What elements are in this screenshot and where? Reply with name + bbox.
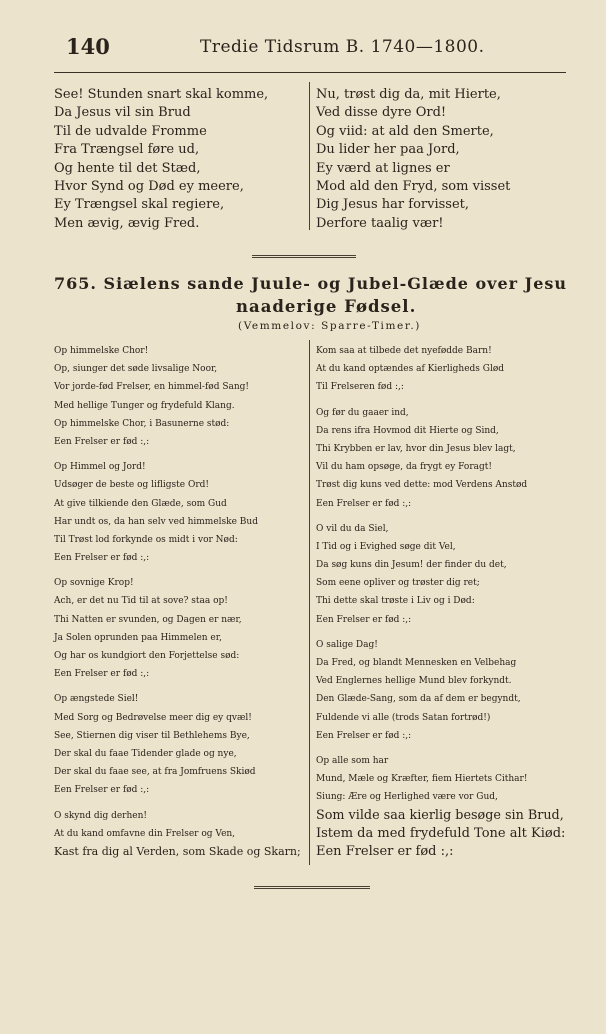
- verse-line: O skynd dig derhen!: [54, 810, 148, 821]
- verse-line: Ved Englernes hellige Mund blev forkyndt.: [316, 676, 512, 687]
- verse-line: Udsøger de beste og lifligste Ord!: [54, 480, 210, 491]
- verse-line: Op, siunger det søde livsalige Noor,: [54, 364, 218, 375]
- verse-line: Som vilde saa kierlig besøge sin Brud,: [316, 807, 564, 823]
- page-number: 140: [66, 34, 110, 59]
- verse-line: Den Glæde-Sang, som da af dem er begyndt,: [316, 694, 521, 705]
- verse-line: Og har os kundgiort den Forjettelse sød:: [54, 651, 240, 661]
- stanza: [316, 404, 565, 513]
- verse-line: Til Trøst lod forkynde os midt i vor Nød:: [54, 534, 238, 545]
- verse-line: Men ævig, ævig Fred.: [54, 215, 200, 231]
- verse-line: Fra Trængsel føre ud,: [54, 142, 200, 158]
- verse-line: Thi Krybben er lav, hvor din Jesus blev lagt,: [316, 443, 516, 454]
- verse-line: Dig Jesus har forvisset,: [316, 197, 470, 213]
- verse-line: Een Frelser er fød :,:: [54, 785, 150, 796]
- top-left-verse: [54, 86, 268, 233]
- running-title: Tredie Tidsrum B. 1740—1800.: [200, 37, 485, 57]
- verse-line: Kast fra dig al Verden, som Skade og Skarn;: [54, 844, 301, 858]
- hymn-title-line2: naaderige Fødsel.: [236, 297, 417, 316]
- verse-line: Der skal du faae see, at fra Jomfruens Skiød: [54, 767, 256, 778]
- verse-line: Een Frelser er fød :,:: [316, 730, 412, 741]
- column-divider-top: [309, 82, 310, 230]
- verse-line: Op himmelske Chor, i Basunerne stød:: [54, 418, 230, 429]
- hymn-melody: (Vemmelov: Sparre-Timer.): [238, 320, 421, 332]
- verse-line: At du kand omfavne din Frelser og Ven,: [54, 828, 236, 839]
- verse-line: Derfore taalig vær!: [316, 215, 444, 231]
- top-right-verse: [316, 86, 510, 233]
- verse-line: Op Himmel og Jord!: [54, 462, 146, 473]
- verse-line: Thi dette skal trøste i Liv og i Død:: [316, 596, 475, 607]
- verse-line: Mund, Mæle og Kræfter, fiem Hiertets Cithar!: [316, 774, 528, 785]
- verse-line: Een Frelser er fød :,:: [316, 614, 412, 625]
- verse-line: Og viid: at ald den Smerte,: [316, 123, 494, 139]
- verse-line: Op ængstede Siel!: [54, 694, 139, 705]
- verse-line: Thi Natten er svunden, og Dagen er nær,: [54, 614, 242, 625]
- verse-line: Istem da med frydefuld Tone alt Kiød:: [316, 825, 566, 841]
- stanza: [316, 342, 565, 397]
- hymn-number: 765.: [54, 274, 97, 293]
- verse-line: Trøst dig kuns ved dette: mod Verdens Anstød: [316, 480, 528, 491]
- verse-line: Fuldende vi alle (trods Satan fortrød!): [316, 712, 491, 723]
- verse-line: Een Frelser er fød :,:: [54, 553, 150, 564]
- verse-line: Og før du gaaer ind,: [316, 407, 409, 418]
- verse-line: Du lider her paa Jord,: [316, 142, 460, 158]
- verse-line: Een Frelser er fød :,:: [316, 843, 454, 859]
- verse-line: Hvor Synd og Død ey meere,: [54, 178, 244, 194]
- header-rule: [54, 72, 566, 73]
- verse-line: At du kand optændes af Kierligheds Glød: [316, 364, 505, 375]
- verse-line: Siung: Ære og Herlighed være vor Gud,: [316, 792, 498, 803]
- stanza: [54, 807, 301, 862]
- verse-line: Og hente til det Stæd,: [54, 160, 201, 176]
- stanza: [54, 458, 301, 567]
- hymn-right-column: [316, 342, 565, 868]
- hymn-title-line1: Siælens sande Juule- og Jubel-Glæde over Jesu: [103, 274, 568, 293]
- verse-line: Da rens ifra Hovmod dit Hierte og Sind,: [316, 425, 499, 436]
- stanza: [54, 342, 301, 451]
- verse-line: Der skal du faae Tidender glade og nye,: [54, 748, 237, 759]
- verse-line: Vor jorde-fød Frelser, en himmel-fød Sang!: [54, 382, 250, 393]
- verse-line: Nu, trøst dig da, mit Hierte,: [316, 87, 501, 102]
- verse-line: Mod ald den Fryd, som visset: [316, 178, 511, 194]
- stanza: [54, 574, 301, 683]
- verse-line: I Tid og i Evighed søge dit Vel,: [316, 541, 456, 552]
- stanza: [316, 752, 565, 861]
- verse-line: Da Jesus vil sin Brud: [54, 105, 191, 121]
- end-rule: [254, 886, 370, 889]
- hymn-heading: [54, 274, 567, 293]
- verse-line: Een Frelser er fød :,:: [54, 436, 150, 447]
- verse-line: See! Stunden snart skal komme,: [54, 87, 269, 102]
- verse-line: O salige Dag!: [316, 639, 378, 650]
- verse-line: Til de udvalde Fromme: [54, 123, 207, 139]
- verse-line: Ach, er det nu Tid til at sove? staa op!: [54, 596, 228, 607]
- verse-line: Op himmelske Chor!: [54, 346, 149, 356]
- verse-line: Ved disse dyre Ord!: [316, 105, 447, 121]
- verse-line: Een Frelser er fød :,:: [54, 669, 150, 680]
- section-rule: [252, 255, 356, 258]
- verse-line: See, Stiernen dig viser til Bethlehems Bye,: [54, 730, 250, 741]
- verse-line: Har undt os, da han selv ved himmelske Bud: [54, 516, 258, 527]
- verse-line: Op sovnige Krop!: [54, 578, 134, 589]
- verse-line: Vil du ham opsøge, da frygt ey Foragt!: [316, 462, 493, 473]
- verse-line: Da søg kuns din Jesum! der finder du det,: [316, 560, 507, 571]
- column-divider-hymn: [309, 340, 310, 865]
- stanza: [316, 636, 565, 745]
- verse-line: Til Frelseren fød :,:: [316, 382, 404, 393]
- verse-line: O vil du da Siel,: [316, 523, 389, 534]
- verse-line: Da Fred, og blandt Mennesken en Velbehag: [316, 658, 517, 668]
- stanza: [54, 690, 301, 799]
- verse-line: Ey værd at lignes er: [316, 160, 450, 176]
- hymn-left-column: [54, 342, 301, 868]
- verse-line: Ja Solen oprunden paa Himmelen er,: [54, 632, 222, 643]
- verse-line: Op alle som har: [316, 755, 389, 766]
- verse-line: Med Sorg og Bedrøvelse meer dig ey qvæl!: [54, 712, 252, 723]
- verse-line: At give tilkiende den Glæde, som Gud: [54, 498, 227, 509]
- verse-line: Kom saa at tilbede det nyefødde Barn!: [316, 346, 492, 356]
- verse-line: Som eene opliver og trøster dig ret;: [316, 578, 480, 589]
- verse-line: Ey Trængsel skal regiere,: [54, 197, 225, 213]
- verse-line: Een Frelser er fød :,:: [316, 498, 412, 509]
- verse-line: Med hellige Tunger og frydefuld Klang.: [54, 400, 235, 411]
- stanza: [316, 520, 565, 629]
